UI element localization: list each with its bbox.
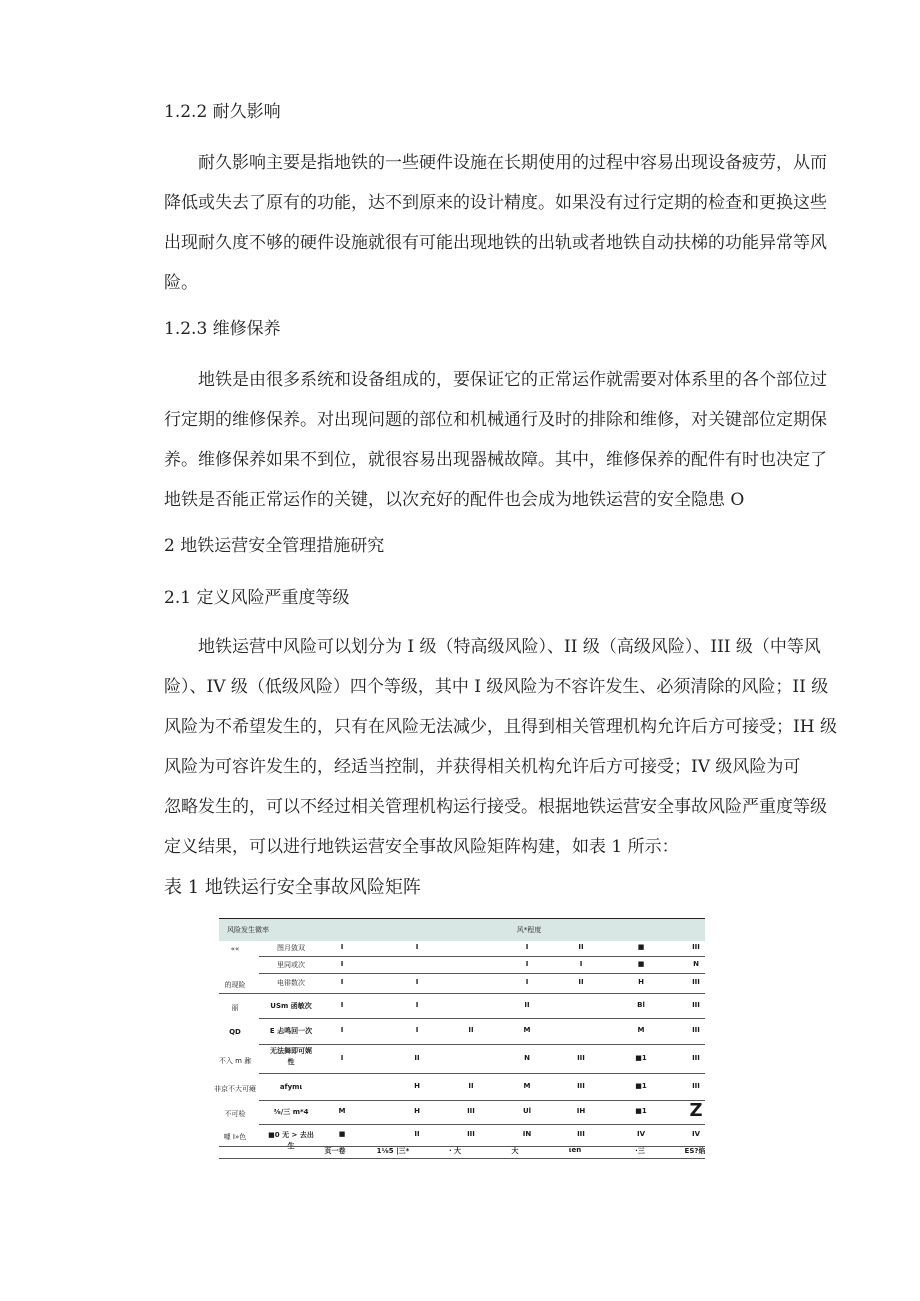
matrix-cell: IH [576,1107,586,1115]
row-label: E 忐鸣回一次 [269,1027,313,1035]
matrix-cell: I [415,978,419,986]
matrix-cell: Ul [522,1107,532,1115]
matrix-cell: ■ [637,959,645,968]
matrix-cell: M [523,1026,531,1034]
matrix-cell: H [414,1081,420,1090]
matrix-cell: II [578,943,584,951]
section-heading-1-2-2: 1.2.2 耐久影响 [164,102,281,122]
section-heading-2: 2 地铁运营安全管理措施研究 [164,536,385,556]
footer-cell: 1⅛5 |三* [376,1147,410,1155]
matrix-cell: IV [636,1130,646,1138]
matrix-cell: II [468,1081,474,1090]
matrix-cell: M [338,1107,346,1115]
paragraph-line: 行定期的维修保养。对出现问题的部位和机械通行及时的排除和维修，对关键部位定期保 [164,410,827,430]
table-row [219,993,705,1018]
row-group-label: 不入 m 鼐 [218,1056,252,1065]
matrix-cell: H [414,1107,420,1115]
matrix-cell: ■ [338,1130,346,1138]
row-group-label: QD [229,1028,241,1036]
table-row [219,1100,705,1124]
matrix-cell: II [578,978,584,986]
paragraph-line: 降低或失去了原有的功能，达不到原来的设计精度。如果没有过行定期的检查和更换这些 [164,193,827,213]
paragraph-line: 养。维修保养如果不到位，就很容易出现器械故障。其中，维修保养的配件有时也决定了 [164,450,827,470]
footer-cell: ·三 [635,1147,645,1155]
matrix-cell: I [415,943,419,951]
matrix-cell: M [637,1026,645,1034]
matrix-cell: I [340,1026,344,1034]
paragraph-risk-levels [164,627,837,867]
paragraph-line: 出现耐久度不够的硬件设施就很有可能出现地铁的出轨或者地铁自动扶梯的功能异常等风 [164,233,827,253]
row-group-label: 噱 I»色 [223,1133,247,1141]
matrix-cell: I [525,978,529,986]
row-label: 无法舞即可娓 性 [270,1047,312,1066]
paragraph-line: 地铁运营中风险可以划分为 I 级（特高级风险）、II 级（高级风险）、III 级（中等风 [164,637,821,657]
paragraph-line: 险）、IV 级（低级风险）四个等级，其中 I 级风险为不容许发生、必须清除的风险；II 级 [164,677,829,697]
row-label: afymι [279,1082,303,1091]
header-severity: 风*程度 [516,926,542,934]
matrix-cell: III [692,1053,700,1062]
row-label: ■0 无 > 去出生 [268,1131,314,1150]
row-group-label: 丽 [231,1003,239,1012]
matrix-cell: II [524,1000,530,1009]
row-group-label: 非京不大可瘫 [214,1084,256,1093]
matrix-cell: III [467,1107,475,1115]
paragraph-line: 耐久影响主要是指地铁的一些硬件设施在长期使用的过程中容易出现设备疲劳，从而 [164,153,827,173]
table-footer-row [219,1146,705,1158]
section-heading-2-1: 2.1 定义风险严重度等级 [164,588,350,608]
matrix-cell: II [414,1053,420,1062]
paragraph-line: 地铁是否能正常运作的关键，以次充好的配件也会成为地铁运营的安全隐患 O [164,490,745,510]
footer-cell: 大 [511,1147,519,1155]
matrix-cell: I [340,943,344,951]
paragraph-line: 险。 [164,273,198,293]
footer-cell: ιen [568,1146,582,1154]
matrix-cell: III [692,1026,700,1034]
matrix-cell: ■1 [635,1107,647,1115]
row-label: 里同或次 [277,960,305,969]
matrix-cell: I [579,959,583,968]
table-row [219,973,705,993]
paragraph-durability [164,143,827,303]
matrix-cell: I [340,959,344,968]
paragraph-line: 风险为不希望发生的，只有在风险无法减少，且得到相关管理机构允许后方可接受；IH 级 [164,717,837,737]
header-probability: 风险发生微率 [227,926,269,934]
row-label: ⅜/三 m*4 [273,1108,309,1116]
row-group-label: 不可检 [224,1110,246,1118]
matrix-cell: III [692,1000,700,1009]
table-bottom-border [219,1158,705,1159]
paragraph-maintenance [164,360,827,520]
section-heading-1-2-3: 1.2.3 维修保养 [164,319,281,339]
matrix-cell: N [524,1053,530,1062]
matrix-cell: Bl [637,1000,645,1009]
matrix-cell: Z [689,1100,703,1121]
matrix-cell: III [467,1130,475,1138]
matrix-cell: H [638,978,644,986]
risk-matrix-table [214,918,706,1158]
table-caption: 表 1 地铁运行安全事故风险矩阵 [164,877,421,898]
row-label: 图月敛双 [277,944,305,952]
matrix-cell: ■ [637,943,645,951]
footer-cell: · 大 [448,1147,462,1155]
matrix-cell: N [693,959,699,968]
matrix-cell: I [340,978,344,986]
table-header-row [219,918,705,941]
table-row [219,940,705,956]
matrix-cell: I [340,1053,344,1062]
paragraph-line: 风险为可容许发生的，经适当控制，并获得相关机构允许后方可接受；IV 级风险为可 [164,757,801,777]
matrix-cell: I [525,959,529,968]
matrix-cell: IV [691,1130,701,1138]
row-label: USm 函敏次 [270,1001,312,1010]
matrix-cell: I [525,943,529,951]
paragraph-line: 忽略发生的，可以不经过相关管理机构运行接受。根据地铁运营安全事故风险严重度等级 [164,797,827,817]
paragraph-line: 地铁是由很多系统和设备组成的，要保证它的正常运作就需要对体系里的各个部位过 [164,370,827,390]
matrix-cell: II [414,1130,420,1138]
matrix-cell: III [577,1130,585,1138]
table-row [219,1018,705,1044]
row-label: 电徘数次 [277,979,305,987]
table-row [219,1044,705,1073]
matrix-cell: III [577,1053,585,1062]
table-row [214,1073,705,1100]
footer-cell: 页一卷 [324,1147,346,1155]
matrix-cell: III [692,943,700,951]
matrix-cell: ■1 [635,1053,647,1062]
matrix-cell: ■1 [635,1081,647,1090]
row-group-label: «« [230,945,240,953]
matrix-cell: I [415,1026,419,1034]
matrix-cell: M [523,1081,531,1090]
footer-cell: ES?焰 [684,1147,706,1155]
matrix-cell: I [340,1000,344,1009]
row-group-label: 的现险 [224,981,246,989]
matrix-cell: IN [522,1130,532,1138]
matrix-cell: III [692,978,700,986]
paragraph-line: 定义结果，可以进行地铁运营安全事故风险矩阵构建，如表 1 所示： [164,837,679,857]
matrix-cell: II [468,1026,474,1034]
matrix-cell: III [692,1081,700,1090]
matrix-cell: III [577,1081,585,1090]
table-row [219,956,705,973]
matrix-cell: I [415,1000,419,1009]
